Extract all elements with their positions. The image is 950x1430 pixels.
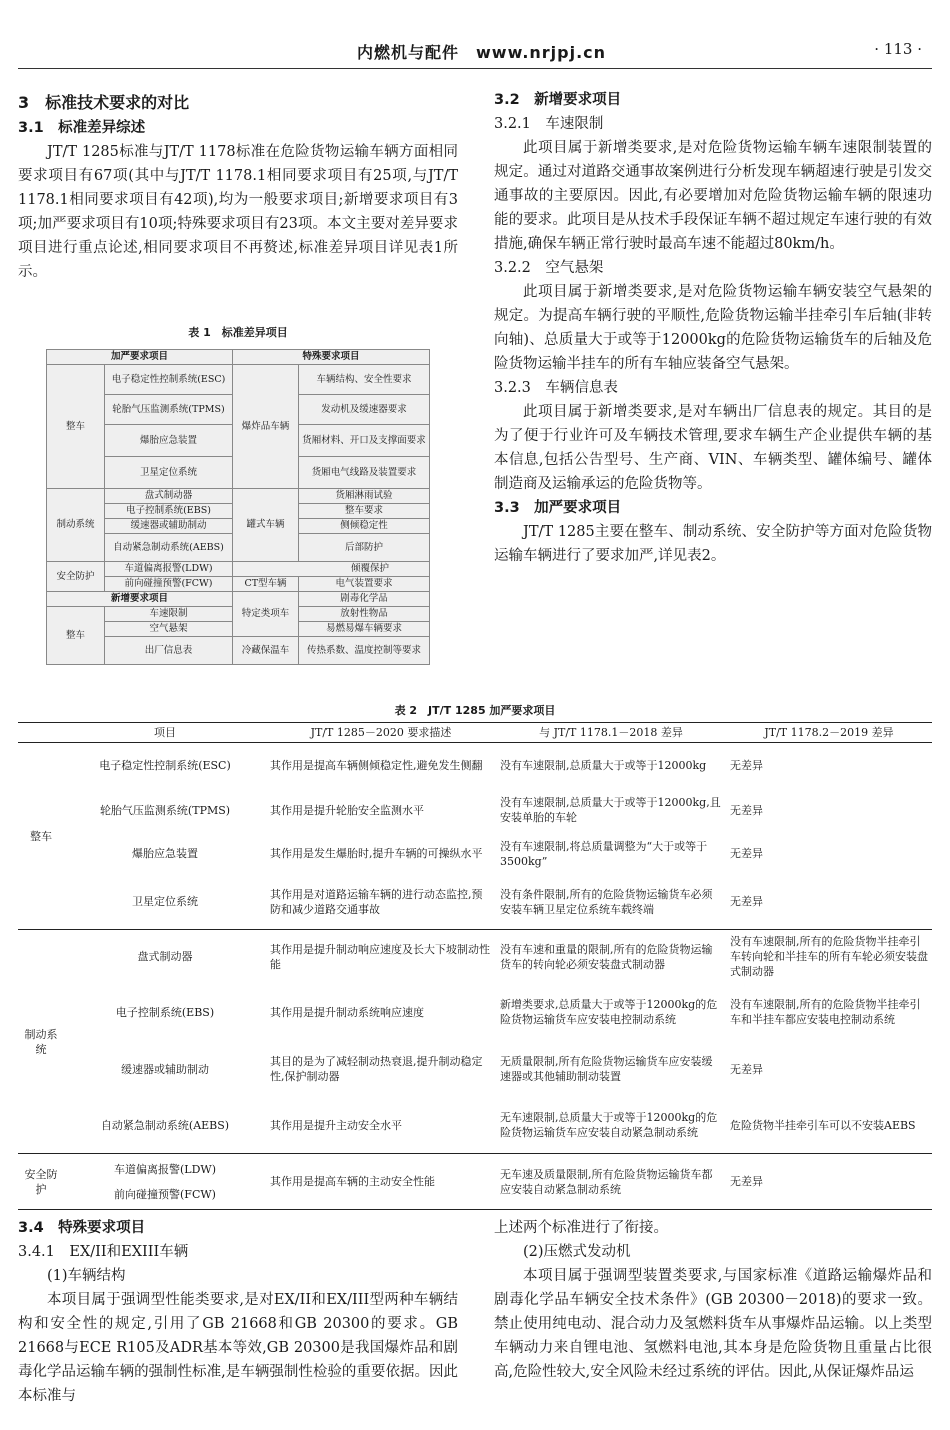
table1-cell: 轮胎气压监测系统(TPMS) bbox=[105, 395, 233, 425]
table1-group: 安全防护 bbox=[47, 562, 105, 592]
table2-desc: 其作用是提升制动系统响应速度 bbox=[270, 1005, 424, 1019]
table-row bbox=[18, 984, 932, 1041]
section-3-4-1-title: 3.4.1 EX/II和EXIII车辆 bbox=[18, 1244, 189, 1260]
table-row bbox=[18, 1041, 932, 1098]
section-3-4-title: 3.4 特殊要求项目 bbox=[18, 1220, 146, 1236]
table1-cell: 后部防护 bbox=[299, 534, 430, 562]
table2-diff2: 没有车速限制,所有的危险货物半挂牵引车转向轮和半挂车的所有车轮必须安装盘式制动器 bbox=[726, 930, 932, 984]
table2-diff2: 无差异 bbox=[730, 803, 763, 817]
table2-header-blank bbox=[18, 723, 64, 743]
table1-cell: 电子稳定性控制系统(ESC) bbox=[105, 365, 233, 395]
table2-header: JT/T 1178.2－2019 差异 bbox=[726, 723, 932, 743]
table2-item: 电子稳定性控制系统(ESC) bbox=[99, 758, 231, 772]
table1-cell: 卫星定位系统 bbox=[105, 457, 233, 489]
table1-cell: 整车要求 bbox=[299, 504, 430, 519]
table2-desc: 其作用是提高车辆侧倾稳定性,避免发生侧翻 bbox=[270, 758, 483, 772]
left-column-bottom bbox=[18, 1216, 458, 1408]
table1-cell: 货厢淋雨试验 bbox=[299, 489, 430, 504]
section-3-2-1-title: 3.2.1 车速限制 bbox=[494, 116, 604, 132]
table2-item bbox=[64, 1154, 266, 1210]
table1-cell: 自动紧急制动系统(AEBS) bbox=[105, 534, 233, 562]
table2-item: 轮胎气压监测系统(TPMS) bbox=[99, 803, 231, 817]
section-3-4-1-paragraph: 本项目属于强调型性能类要求,是对EX/II和EX/III型两种车辆结构和安全性的规定,引用了GB 21668和GB 20300的要求。GB 21668与ECE R105及ADR基本等效,GB 20300是我国爆炸品和剧毒化学品运输车辆的强制性标准,是车辆强制性检验的重要依据。因此本标准与 bbox=[18, 1292, 458, 1404]
section-3-3-title: 3.3 加严要求项目 bbox=[494, 500, 622, 516]
table1-group: 特定类项车 bbox=[233, 592, 299, 637]
page-number: · 113 · bbox=[874, 40, 922, 58]
table1-group: 罐式车辆 bbox=[233, 489, 299, 562]
table1-cell: 放射性物品 bbox=[299, 607, 430, 622]
table1-cell: 前向碰撞预警(FCW) bbox=[105, 577, 233, 592]
table2-diff1: 没有车速限制,将总质量调整为“大于或等于3500kg” bbox=[500, 839, 708, 868]
table2-diff1: 无质量限制,所有危险货物运输货车应安装缓速器或其他辅助制动装置 bbox=[500, 1055, 713, 1083]
table-row bbox=[18, 833, 932, 875]
section-3-title: 3 标准技术要求的对比 bbox=[18, 93, 190, 112]
table2-item: 缓速器或辅助制动 bbox=[121, 1062, 209, 1076]
table1-cell: 传热系数、温度控制等要求 bbox=[299, 637, 430, 665]
table-row bbox=[18, 743, 932, 788]
table1-cell: 车速限制 bbox=[105, 607, 233, 622]
table2-desc: 其作用是提高车辆的主动安全性能 bbox=[266, 1154, 496, 1210]
table2-diff1: 没有车速限制,总质量大于或等于12000kg bbox=[500, 758, 707, 772]
table2-item: 卫星定位系统 bbox=[132, 895, 198, 909]
table2-item-fcw: 前向碰撞预警(FCW) bbox=[114, 1187, 216, 1201]
subsection-diesel-engine: (2)压燃式发动机 bbox=[523, 1244, 631, 1260]
table1-cell: 电子控制系统(EBS) bbox=[105, 504, 233, 519]
table1-cell: 发动机及缓速器要求 bbox=[299, 395, 430, 425]
table1-group: 整车 bbox=[47, 607, 105, 665]
continued-text: 上述两个标准进行了衔接。 bbox=[494, 1220, 668, 1236]
table2-diff1: 无车速及质量限制,所有危险货物运输货车都应安装自动紧急制动系统 bbox=[496, 1154, 726, 1210]
table2-diff1: 无车速限制,总质量大于或等于12000kg的危险货物运输货车应安装自动紧急制动系统 bbox=[500, 1111, 718, 1140]
left-column-top bbox=[18, 90, 458, 284]
table-row bbox=[18, 1154, 932, 1210]
table1-group: 冷藏保温车 bbox=[233, 637, 299, 665]
table2-header: 与 JT/T 1178.1－2018 差异 bbox=[496, 723, 726, 743]
table1-cell: 爆胎应急装置 bbox=[105, 425, 233, 457]
table2-group: 安全防护 bbox=[18, 1154, 64, 1210]
table1-group: 整车 bbox=[47, 365, 105, 489]
journal-name: 内燃机与配件 www.nrjpj.cn bbox=[357, 43, 607, 62]
section-3-2-3-title: 3.2.3 车辆信息表 bbox=[494, 380, 618, 396]
table2-item: 自动紧急制动系统(AEBS) bbox=[100, 1118, 230, 1132]
table1-cell: 倾覆保护 bbox=[233, 562, 430, 577]
table2-diff2: 无差异 bbox=[730, 758, 763, 772]
table1 bbox=[46, 349, 430, 665]
table2-item: 爆胎应急装置 bbox=[132, 847, 198, 860]
table1-cell: 出厂信息表 bbox=[105, 637, 233, 665]
page-header bbox=[0, 40, 950, 64]
table2-desc: 其目的是为了减轻制动热衰退,提升制动稳定性,保护制动器 bbox=[270, 1055, 483, 1083]
table1-cell: 车辆结构、安全性要求 bbox=[299, 365, 430, 395]
section-3-1-paragraph: JT/T 1285标准与JT/T 1178标准在危险货物运输车辆方面相同要求项目有67项(其中与JT/T 1178.1相同要求项目有25项,与JT/T 1178.1相同要求项目有42项),均为一般要求项目;新增要求项目有3项;加严要求项目有10项;特殊要求项目有23项。本文主要对差异要求项目进行重点论述,相同要求项目不再赘述,标准差异项目详见表1所示。 bbox=[18, 144, 458, 280]
table2-diff2: 无差异 bbox=[730, 895, 763, 909]
table2-diff1: 没有车速限制,总质量大于或等于12000kg,且安装单胎的车轮 bbox=[500, 796, 721, 824]
table1-caption: 表 1 标准差异项目 bbox=[188, 326, 288, 339]
right-column-top bbox=[494, 88, 932, 568]
table2-diff2: 没有车速限制,所有的危险货物半挂牵引车和半挂车都应安装电控制动系统 bbox=[730, 998, 921, 1026]
table1-head-right: 特殊要求项目 bbox=[233, 350, 430, 365]
table-row bbox=[18, 1098, 932, 1154]
table-row bbox=[18, 875, 932, 930]
table2-header: JT/T 1285－2020 要求描述 bbox=[266, 723, 496, 743]
right-column-bottom bbox=[494, 1216, 932, 1384]
table2 bbox=[18, 722, 932, 1210]
section-3-2-title: 3.2 新增要求项目 bbox=[494, 92, 622, 108]
section-3-3-paragraph: JT/T 1285主要在整车、制动系统、安全防护等方面对危险货物运输车辆进行了要求加严,详见表2。 bbox=[494, 524, 932, 564]
table2-desc: 其作用是对道路运输车辆的进行动态监控,预防和减少道路交通事故 bbox=[270, 887, 483, 916]
table2-item-ldw: 车道偏离报警(LDW) bbox=[113, 1162, 216, 1176]
section-3-2-2-paragraph: 此项目属于新增类要求,是对危险货物运输车辆安装空气悬架的规定。为提高车辆行驶的平顺性,危险货物运输半挂牵引车后轴(非转向轴)、总质量大于或等于12000kg的危险货物运输货车的后轴及危险货物运输半挂车的所有车轴应装备空气悬架。 bbox=[494, 284, 932, 372]
table2-desc: 其作用是发生爆胎时,提升车辆的可操纵水平 bbox=[270, 847, 483, 860]
table1-cell: 货厢电气线路及装置要求 bbox=[299, 457, 430, 489]
table1-cell: 易燃易爆车辆要求 bbox=[299, 622, 430, 637]
table2-caption: 表 2 JT/T 1285 加严要求项目 bbox=[394, 704, 556, 717]
section-3-2-2-title: 3.2.2 空气悬架 bbox=[494, 260, 604, 276]
table2-diff1: 没有车速和重量的限制,所有的危险货物运输货车的转向轮必须安装盘式制动器 bbox=[496, 930, 726, 984]
table-row bbox=[18, 930, 932, 984]
diesel-engine-paragraph: 本项目属于强调型装置类要求,与国家标准《道路运输爆炸品和剧毒化学品车辆安全技术条件》(GB 20300－2018)的要求一致。禁止使用纯电动、混合动力及氢燃料货车从事爆炸品运输。以上类型车辆动力来自锂电池、氢燃料电池,其本身是危险货物且重量占比很高,危险性较大,安全风险未经过系统的评估。因此,从保证爆炸品运 bbox=[494, 1268, 932, 1380]
table1-cell: 侧倾稳定性 bbox=[299, 519, 430, 534]
table1-cell: 货厢材料、开口及支撑面要求 bbox=[299, 425, 430, 457]
subsection-vehicle-structure: (1)车辆结构 bbox=[47, 1268, 126, 1284]
table2-group: 制动系统 bbox=[18, 930, 64, 1154]
table1-group: CT型车辆 bbox=[233, 577, 299, 592]
table1-cell: 空气悬架 bbox=[105, 622, 233, 637]
table1-cell: 剧毒化学品 bbox=[299, 592, 430, 607]
header-rule bbox=[18, 68, 932, 69]
table1-group: 制动系统 bbox=[47, 489, 105, 562]
table2-item: 电子控制系统(EBS) bbox=[115, 1005, 215, 1019]
table2-item: 盘式制动器 bbox=[64, 930, 266, 984]
table1-cell: 盘式制动器 bbox=[105, 489, 233, 504]
table2-desc: 其作用是提升制动响应速度及长大下坡制动性能 bbox=[266, 930, 496, 984]
table2-group: 整车 bbox=[30, 829, 52, 843]
table2-diff2: 危险货物半挂牵引车可以不安装AEBS bbox=[730, 1118, 916, 1132]
table2-diff2: 无差异 bbox=[726, 1154, 932, 1210]
section-3-2-3-paragraph: 此项目属于新增类要求,是对车辆出厂信息表的规定。其目的是为了便于行业许可及车辆技术管理,要求车辆生产企业提供车辆的基本信息,包括公告型号、生产商、VIN、车辆类型、罐体编号、罐体制造商及运输承运的危险货物等。 bbox=[494, 404, 932, 492]
table1-cell: 电气装置要求 bbox=[299, 577, 430, 592]
table2-desc: 其作用是提升主动安全水平 bbox=[270, 1118, 402, 1132]
section-3-2-1-paragraph: 此项目属于新增类要求,是对危险货物运输车辆车速限制装置的规定。通过对道路交通事故案例进行分析发现车辆超速行驶是引发交通事故的主要原因。因此,有必要增加对危险货物运输车辆的限速功能的要求。此项目是从技术手段保证车辆不超过规定车速行驶的有效措施,确保车辆正常行驶时最高车速不能超过80km/h。 bbox=[494, 140, 932, 252]
table-row bbox=[18, 788, 932, 833]
table1-group: 爆炸品车辆 bbox=[233, 365, 299, 489]
table2-diff1: 没有条件限制,所有的危险货物运输货车必须安装车辆卫星定位系统车载终端 bbox=[500, 887, 713, 916]
table1-head-left: 加严要求项目 bbox=[47, 350, 233, 365]
table2-desc: 其作用是提升轮胎安全监测水平 bbox=[270, 803, 424, 817]
table2-diff1: 新增类要求,总质量大于或等于12000kg的危险货物运输货车应安装电控制动系统 bbox=[500, 998, 718, 1026]
table1-cell: 车道偏离报警(LDW) bbox=[105, 562, 233, 577]
table2-diff2: 无差异 bbox=[730, 1062, 763, 1076]
table1-cell: 缓速器或辅助制动 bbox=[105, 519, 233, 534]
table1-head-new: 新增要求项目 bbox=[47, 592, 233, 607]
table2-diff2: 无差异 bbox=[730, 847, 763, 860]
table2-header: 项目 bbox=[64, 723, 266, 743]
section-3-1-title: 3.1 标准差异综述 bbox=[18, 120, 146, 136]
